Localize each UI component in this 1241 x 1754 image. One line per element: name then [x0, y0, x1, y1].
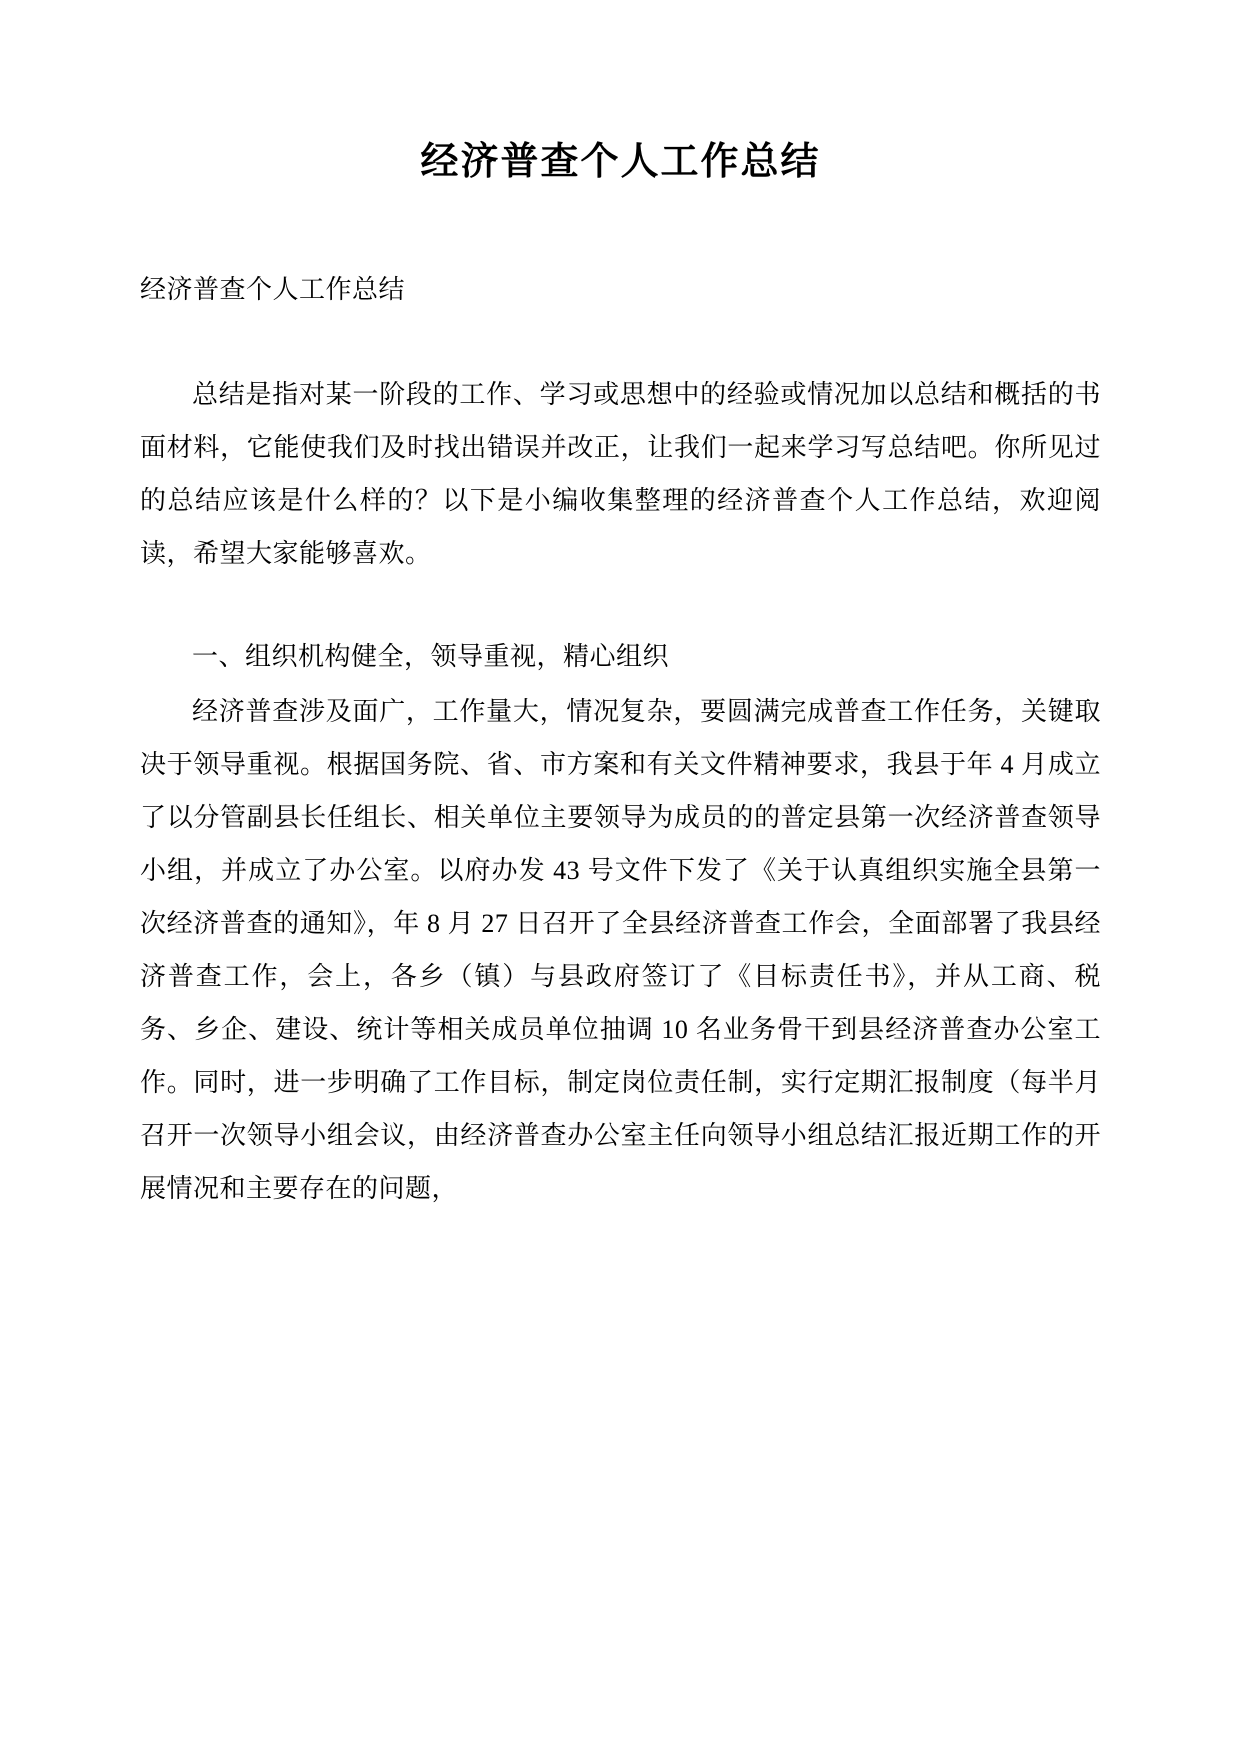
paragraph-intro: 总结是指对某一阶段的工作、学习或思想中的经验或情况加以总结和概括的书面材料，它能使我们及时找出错误并改正，让我们一起来学习写总结吧。你所见过的总结应该是什么样的？以下是小编收集整理的经济普查个人工作总结，欢迎阅读，希望大家能够喜欢。 [140, 380, 1101, 568]
page-title: 经济普查个人工作总结 [420, 141, 821, 183]
section-body-1: 经济普查涉及面广，工作量大，情况复杂，要圆满完成普查工作任务，关键取决于领导重视。根据国务院、省、市方案和有关文件精神要求，我县于年 4 月成立了以分管副县长任组长、相关单位主要领导为成员的的普定县第一次经济普查领导小组，并成立了办公室。以府办发 43 号文件下发了《关于认真组织实施全县第一次经济普查的通知》，年 8 月 27 日召开了全县经济普查工作会，全面部署了我县经济普查工作，会上，各乡（镇）与县政府签订了《目标责任书》，并从工商、税务、乡企、建设、统计等相关成员单位抽调 10 名业务骨干到县经济普查办公室工作。同时，进一步明确了工作目标，制定岗位责任制，实行定期汇报制度（每半月召开一次领导小组会议，由经济普查办公室主任向领导小组总结汇报近期工作的开展情况和主要存在的问题， [140, 697, 1101, 1203]
document-subtitle: 经济普查个人工作总结 [140, 275, 406, 304]
section-heading-1: 一、组织机构健全，领导重视，精心组织 [192, 642, 670, 671]
